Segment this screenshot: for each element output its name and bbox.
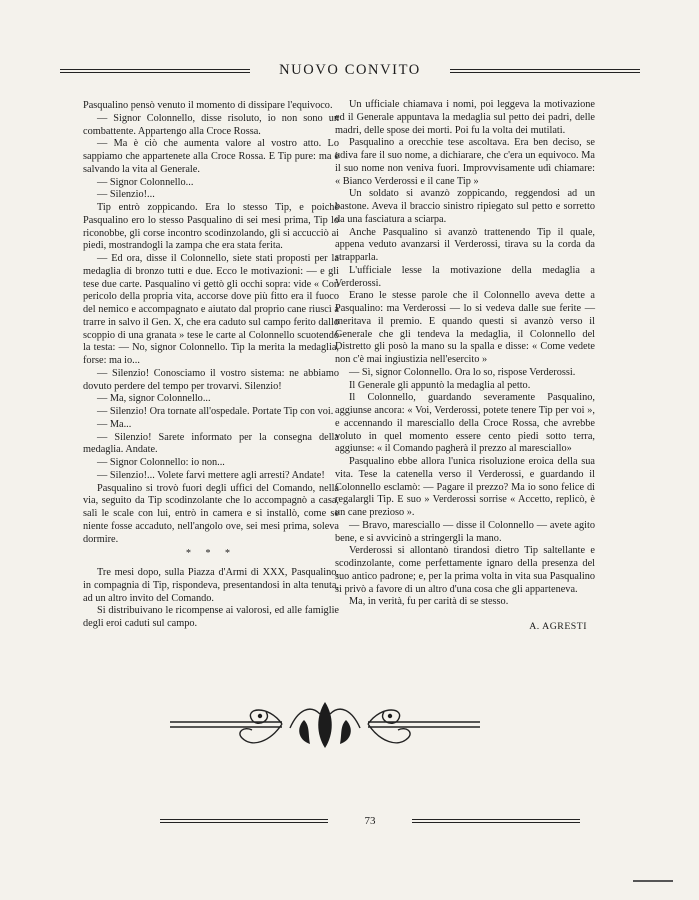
page-number: 73 (364, 815, 376, 827)
paragraph: — Ma... (97, 418, 132, 430)
paragraph: — Silenzio! Ora tornate all'ospedale. Portate Tip con voi. (97, 406, 334, 417)
paragraph: — Ma, signor Colonnello... (97, 393, 211, 405)
paragraph: L'ufficiale lesse la motivazione della medaglia a Verderossi. (335, 264, 595, 289)
section-divider: * * * (186, 548, 236, 560)
right-column (335, 99, 595, 634)
scan-edge-mark (633, 880, 673, 882)
paragraph: — Silenzio!... Volete farvi mettere agli arresti? Andate! (97, 469, 325, 481)
paragraph: Pasqualino ebbe allora l'unica risoluzione eroica della sua vita. Tese la catenella verso il Verderossi, e guardando il Colonnello esclamò: — Pagare il prezzo? Ma io sono felice di regalargli Tip. E suo » Verderossi sorrise « Accetto, replicò, è un cane prezioso ». (335, 456, 595, 518)
paragraph: Anche Pasqualino si avanzò trattenendo Tip il quale, appena veduto avanzarsi il Verderossi, tirava su la corda da strapparla. (335, 226, 595, 263)
footer-rule-left (160, 819, 328, 823)
paragraph: — Ma è ciò che aumenta valore al vostro atto. Lo sappiamo che appartenete alla Croce Rossa. E Tip pure: ma è salvando la vita al Generale. (83, 138, 339, 175)
paragraph: Tip entrò zoppicando. Era lo stesso Tip, e poichè Pasqualino ero lo stesso Pasqualino di sei mesi prima, Tip lo riconobbe, gli corse incontro scodinzolando, gli si accucciò ai piedi, mostrandogli la zampa che era stata ferita. (83, 202, 339, 252)
footer-rule-right (412, 819, 580, 823)
paragraph: Il Generale gli appuntò la medaglia al petto. (349, 379, 531, 391)
page-footer (160, 815, 580, 827)
paragraph: — Silenzio!... (97, 189, 155, 201)
paragraph: — Bravo, maresciallo — disse il Colonnello — avete agito bene, e si avvicinò a stringergli la mano. (335, 519, 595, 544)
paragraph: Verderossi si allontanò tirandosi dietro Tip saltellante e scodinzolante, come perfettamente ignaro della presenza del suo antico padrone; e, per la prima volta in vita sua Pasqualino si privò a favore di un altro d'una cosa che gli apparteneva. (335, 545, 595, 595)
journal-title: NUOVO CONVITO (279, 62, 421, 78)
left-column (83, 100, 339, 631)
header-rule-left (60, 69, 250, 73)
paragraph: Un ufficiale chiamava i nomi, poi leggeva la motivazione ed il Generale appuntava la medaglia sul petto dei padri, delle madri, delle spose dei morti. Poi fu la volta dei mutilati. (335, 99, 595, 136)
decorative-ornament (170, 698, 480, 756)
paragraph: Pasqualino a orecchie tese ascoltava. Era ben deciso, se udiva fare il suo nome, a dichiarare, che c'era un equivoco. Ma il suo nome non veniva fuori. Improvvisamente udì chiamare: « Bianco Verderossi e il cane Tip » (335, 137, 595, 187)
paragraph: — Signor Colonnello: io non... (97, 457, 225, 468)
paragraph: — Silenzio! Conosciamo il vostro sistema: ne abbiamo dovuto perdere del tempo per trovarvi. Silenzio! (83, 367, 339, 392)
paragraph: — Signor Colonnello... (97, 176, 194, 188)
paragraph: Si distribuivano le ricompense ai valorosi, ed alle famiglie degli eroi caduti sul campo. (83, 605, 339, 629)
header-rule-right (450, 69, 640, 73)
paragraph: Tre mesi dopo, sulla Piazza d'Armi di XXX, Pasqualino, in compagnia di Tip, rispondeva, presentandosi in alta tenuta, ad un altro invito del Comando. (83, 567, 339, 604)
paragraph: Il Colonnello, guardando severamente Pasqualino, aggiunse ancora: « Voi, Verderossi, potete tenere Tip per voi », e accennando il maresciallo della Croce Rossa, che avrebbe voluto in quel momento essere cento piedi sotto terra, aggiunse: « il Comando pagherà il prezzo al maresciallo» (335, 392, 595, 455)
paragraph: — Signor Colonnello, disse risoluto, io non sono un combattente. Appartengo alla Croce Rossa. (83, 112, 339, 137)
paragraph: Pasqualino pensò venuto il momento di dissipare l'equivoco. (83, 100, 333, 111)
author-signature: A. AGRESTI (529, 621, 587, 632)
paragraph: — Ed ora, disse il Colonnello, siete stati proposti per la medaglia di bronzo tutti e due. Ecco le motivazioni: — e gli tese due carte. Pasqualino vi gettò gli occhi sopra: vide « Con pericolo della propria vita, accorse dove più fitto era il fuoco del nemico e accompagnato e aiutato dal proprio cane riuscì a trarre in salvo il Gen. X, che era caduto sul campo ferito dallo scoppio di una granata » tese le carte al Colonnello scuotendo la testa: — No, signor Colonnello. Tip la merita la medaglia, forse: ma io... (83, 253, 339, 366)
paragraph: Un soldato si avanzò zoppicando, reggendosi ad un bastone. Aveva il braccio sinistro ripiegato sul petto e sorretto da una fasciatura a sciarpa. (335, 188, 595, 225)
paragraph: Erano le stesse parole che il Colonnello aveva dette a Pasqualino: ma Verderossi — lo si vedeva dalle sue ferite — meritava il premio. E quando questi si avanzò verso il Generale che gli tendeva la medaglia, il Colonnello del Distretto gli posò la mano su la spalla e disse: « Come vedete non c'è mai ingiustizia nell'esercito » (335, 290, 595, 365)
paragraph: Ma, in verità, fu per carità di se stesso. (349, 596, 509, 608)
page-header (60, 62, 640, 79)
paragraph: — Silenzio! Sarete informato per la consegna della medaglia. Andate. (83, 431, 339, 456)
paragraph: Pasqualino si trovò fuori degli uffici del Comando, nella via, seguito da Tip scodinzolante che lo accompagnò a casa, salì le scale con lui, entrò in camera e si installò, come se niente fosse accaduto, nell'angolo ove, sei mesi prima, soleva dormire. (83, 482, 339, 545)
paragraph: — Sì, signor Colonnello. Ora lo so, rispose Verderossi. (349, 366, 576, 378)
